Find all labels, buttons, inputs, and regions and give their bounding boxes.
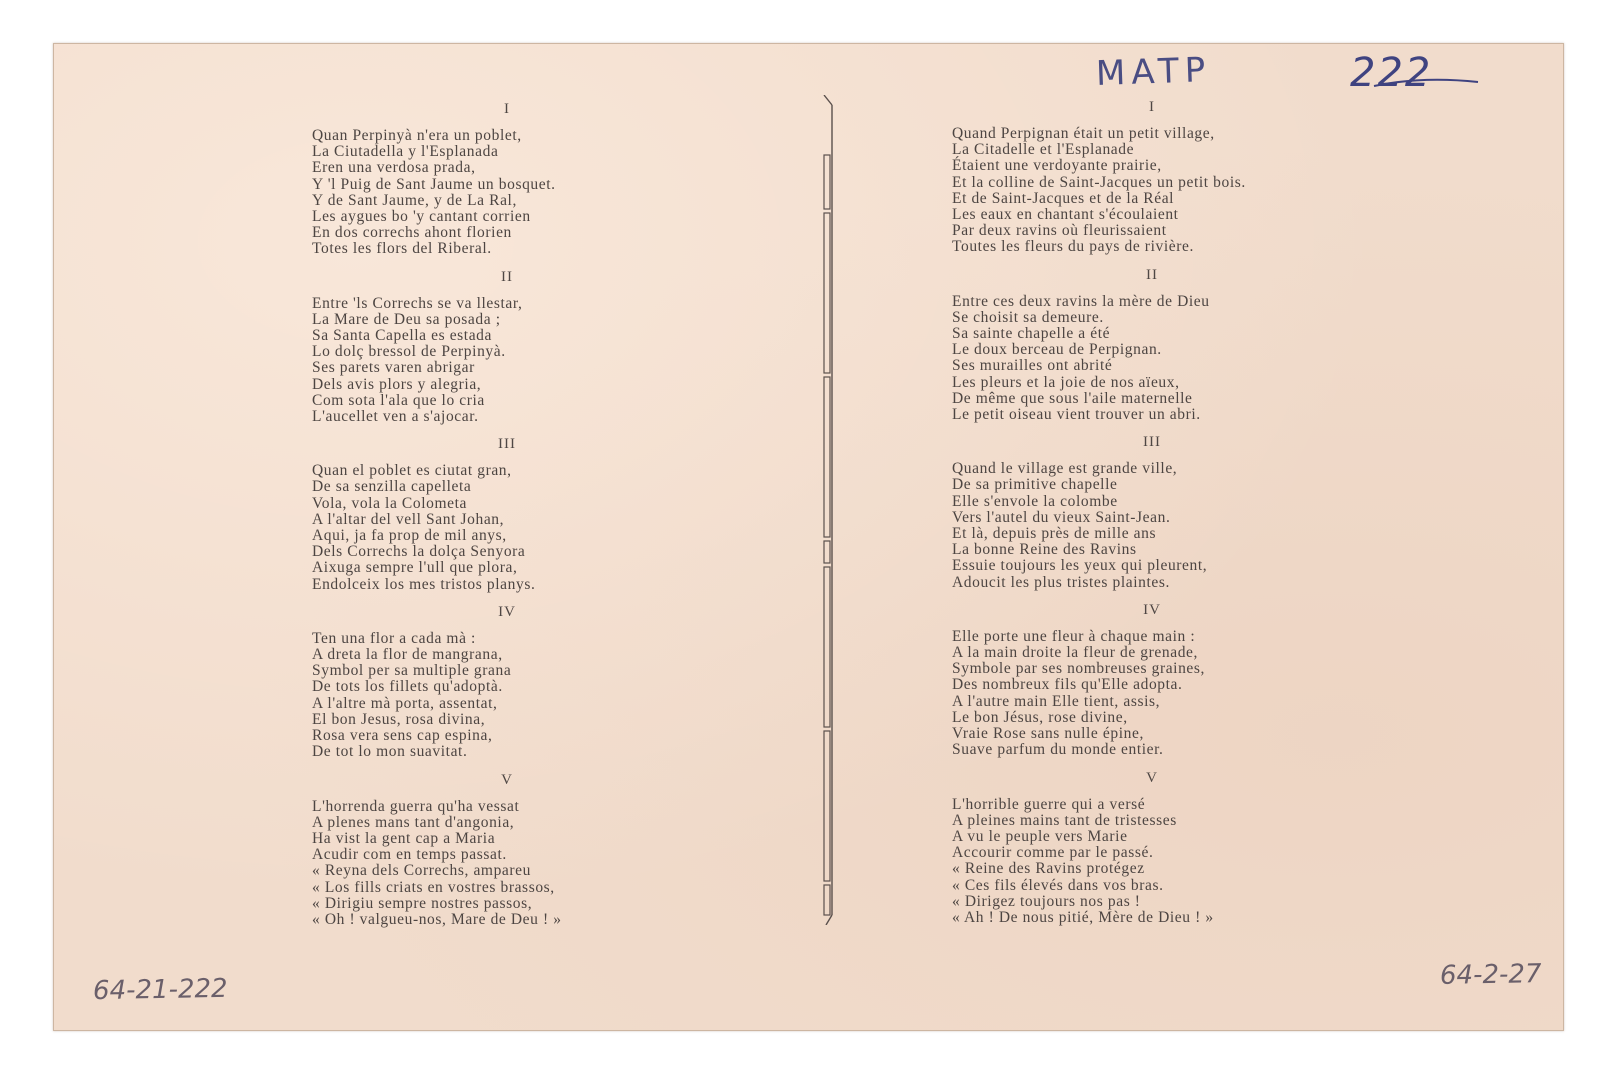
verse-line: « Reine des Ravins protégez — [952, 860, 1145, 878]
verse-line: « Los fills criats en vostres brassos, — [312, 878, 555, 896]
verse-line: « Oh ! valgueu-nos, Mare de Deu ! » — [312, 910, 562, 928]
stanza — [952, 96, 1372, 256]
verse-line: Le bon Jésus, rose divine, — [952, 708, 1128, 726]
verse-line: Aixuga sempre l'ull que plora, — [312, 559, 518, 577]
verse-line: El bon Jesus, rosa divina, — [312, 710, 486, 728]
verse-line: Et la colline de Saint-Jacques un petit bois. — [952, 173, 1246, 191]
pen-swash — [1372, 72, 1482, 92]
verse-line: Quand Perpignan était un petit village, — [952, 125, 1215, 142]
verse-line: Aqui, ja fa prop de mil anys, — [312, 527, 507, 545]
pencil-inventory-number-right: 64-2-27 — [1439, 959, 1542, 991]
verse-line: De même que sous l'aile maternelle — [952, 389, 1193, 407]
document-card — [53, 43, 1564, 1031]
verse-line: La Citadelle et l'Esplanade — [952, 141, 1135, 159]
verse-line: A vu le peuple vers Marie — [952, 827, 1128, 845]
verse-line: Par deux ravins où fleurissaient — [952, 222, 1167, 240]
verse-line: L'aucellet ven a s'ajocar. — [312, 408, 479, 426]
verse-line: Toutes les fleurs du pays de rivière. — [952, 238, 1194, 256]
verse-line: Ses parets varen abrigar — [312, 359, 475, 377]
verse-line: Ha vist la gent cap a Maria — [312, 829, 496, 847]
verse-line: « Reyna dels Correchs, ampareu — [312, 862, 532, 880]
verse-line: Entre 'ls Correchs se va llestar, — [312, 294, 523, 312]
verse-line: De tots los fillets qu'adoptà. — [312, 678, 503, 696]
stanza — [952, 431, 1372, 591]
verse-line: Endolceix los mes tristos planys. — [312, 575, 536, 593]
verse-line: De sa primitive chapelle — [952, 476, 1118, 494]
stanza-numeral: IV — [1143, 601, 1161, 618]
verse-line: Vers l'autel du vieux Saint-Jean. — [952, 508, 1171, 526]
verse-line: La Mare de Deu sa posada ; — [312, 310, 501, 328]
pencil-inventory-number-left: 64-21-222 — [92, 973, 228, 1007]
verse-line: A pleines mains tant de tristesses — [952, 811, 1177, 829]
verse-line: Essuie toujours les yeux qui pleurent, — [952, 557, 1208, 575]
stanza — [312, 98, 672, 258]
verse-line: Acudir com en temps passat. — [312, 846, 507, 864]
stanza — [952, 767, 1372, 927]
verse-line: A la main droite la fleur de grenade, — [952, 644, 1198, 662]
verse-line: Les aygues bo 'y cantant corrien — [312, 208, 531, 226]
stanza-numeral: I — [1149, 99, 1155, 115]
verse-line: Quan Perpinyà n'era un poblet, — [312, 127, 522, 144]
verse-line: Quand le village est grande ville, — [952, 460, 1178, 478]
verse-line: Totes les flors del Riberal. — [312, 240, 492, 258]
verse-line: Vola, vola la Colometa — [312, 494, 467, 512]
verse-line: Des nombreux fils qu'Elle adopta. — [952, 676, 1183, 694]
verse-line: L'horrible guerre qui a versé — [952, 795, 1146, 813]
verse-line: De sa senzilla capelleta — [312, 478, 472, 496]
french-translation-column — [952, 88, 1372, 926]
stanza — [312, 601, 672, 761]
verse-line: Dels avis plors y alegria, — [312, 375, 482, 393]
verse-line: Se choisit sa demeure. — [952, 308, 1104, 326]
verse-line: Les eaux en chantant s'écoulaient — [952, 206, 1179, 224]
stanza — [312, 433, 672, 593]
verse-line: A l'altar del vell Sant Johan, — [312, 510, 505, 528]
verse-line: Vraie Rose sans nulle épine, — [952, 725, 1144, 743]
verse-line: La Ciutadella y l'Esplanada — [312, 143, 499, 161]
verse-line: Adoucit les plus tristes plaintes. — [952, 573, 1171, 591]
verse-line: Elle porte une fleur à chaque main : — [952, 627, 1196, 645]
verse-line: Entre ces deux ravins la mère de Dieu — [952, 292, 1210, 310]
verse-line: Dels Correchs la dolça Senyora — [312, 543, 526, 561]
verse-line: Y de Sant Jaume, y de La Ral, — [312, 191, 517, 209]
stanza — [312, 266, 672, 426]
stanza-numeral: III — [498, 436, 516, 453]
verse-line: Ses murailles ont abrité — [952, 357, 1113, 375]
stanza-numeral: V — [1146, 769, 1158, 786]
stanza — [952, 599, 1372, 759]
verse-line: Symbole par ses nombreuses graines, — [952, 660, 1206, 678]
verse-line: La bonne Reine des Ravins — [952, 541, 1137, 559]
verse-line: Ten una flor a cada mà : — [312, 629, 476, 647]
catalan-poem-column — [312, 90, 672, 928]
verse-line: Étaient une verdoyante prairie, — [952, 157, 1162, 175]
verse-line: Elle s'envole la colombe — [952, 492, 1118, 510]
verse-line: De tot lo mon suavitat. — [312, 743, 468, 761]
verse-line: Quan el poblet es ciutat gran, — [312, 462, 512, 480]
verse-line: Le petit oiseau vient trouver un abri. — [952, 406, 1201, 424]
ornamental-divider — [818, 95, 838, 925]
verse-line: Com sota l'ala que lo cria — [312, 391, 485, 409]
stanza-numeral: I — [504, 101, 510, 117]
stanza — [312, 769, 672, 929]
verse-line: En dos correchs ahont florien — [312, 224, 512, 242]
stanza-numeral: II — [1146, 266, 1158, 283]
verse-line: Symbol per sa multiple grana — [312, 662, 512, 680]
handwritten-catalog-mark: MATP — [1095, 50, 1212, 94]
handwritten-number: 222 — [1350, 50, 1433, 96]
verse-line: « Ah ! De nous pitié, Mère de Dieu ! » — [952, 908, 1214, 926]
verse-line: Sa sainte chapelle a été — [952, 325, 1111, 343]
verse-line: Le doux berceau de Perpignan. — [952, 341, 1162, 359]
stanza — [952, 264, 1372, 424]
stanza-numeral: V — [501, 771, 513, 788]
verse-line: Et là, depuis près de mille ans — [952, 525, 1157, 543]
verse-line: A l'autre main Elle tient, assis, — [952, 692, 1161, 710]
verse-line: « Ces fils élevés dans vos bras. — [952, 876, 1164, 894]
verse-line: Et de Saint-Jacques et de la Réal — [952, 189, 1175, 207]
verse-line: A dreta la flor de mangrana, — [312, 646, 503, 664]
verse-line: Sa Santa Capella es estada — [312, 327, 493, 345]
verse-line: Y 'l Puig de Sant Jaume un bosquet. — [312, 175, 556, 193]
verse-line: Suave parfum du monde entier. — [952, 741, 1164, 759]
verse-line: A plenes mans tant d'angonia, — [312, 813, 515, 831]
verse-line: « Dirigez toujours nos pas ! — [952, 892, 1141, 910]
stanza-numeral: IV — [498, 603, 516, 620]
verse-line: A l'altre mà porta, assentat, — [312, 694, 498, 712]
verse-line: Rosa vera sens cap espina, — [312, 727, 493, 745]
verse-line: Lo dolç bressol de Perpinyà. — [312, 343, 506, 361]
stanza-numeral: III — [1143, 434, 1161, 451]
verse-line: Accourir comme par le passé. — [952, 844, 1154, 862]
verse-line: « Dirigiu sempre nostres passos, — [312, 894, 533, 912]
stanza-numeral: II — [501, 268, 513, 285]
verse-line: L'horrenda guerra qu'ha vessat — [312, 797, 520, 815]
verse-line: Les pleurs et la joie de nos aïeux, — [952, 373, 1180, 391]
verse-line: Eren una verdosa prada, — [312, 159, 476, 177]
